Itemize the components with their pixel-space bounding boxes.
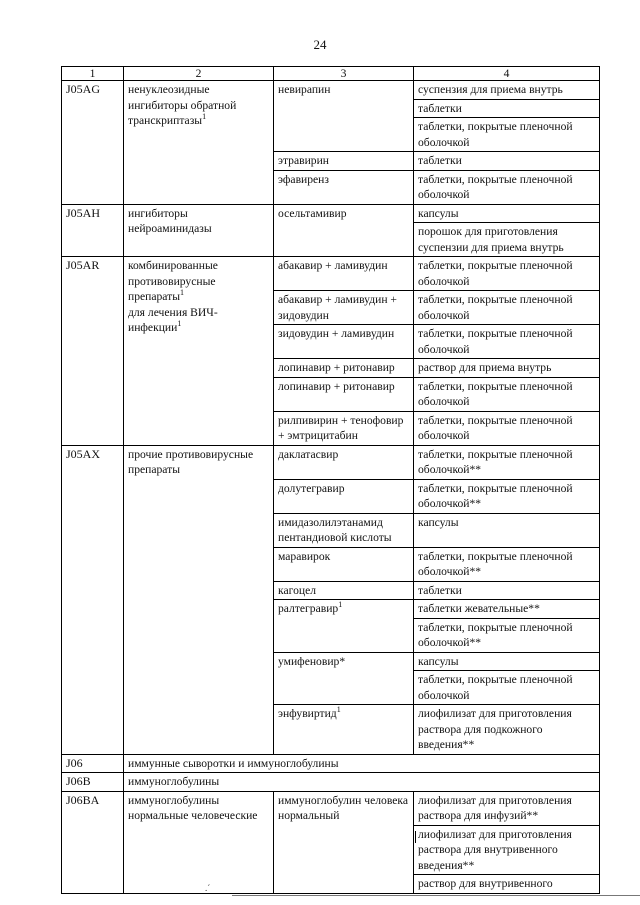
drug-name: долутегравир: [274, 479, 414, 513]
drug-name: абакавир + ламивудин + зидовудин: [274, 291, 414, 325]
dosage-form: раствор для внутривенного: [414, 875, 600, 894]
atc-code: J05AG: [62, 81, 124, 205]
drug-name-text: энфувиртид: [278, 707, 337, 720]
drug-name: лопинавир + ритонавир: [274, 377, 414, 411]
drug-name: этравирин: [274, 152, 414, 171]
dosage-form: таблетки, покрытые пленочной оболочкой: [414, 377, 600, 411]
drug-name: кагоцел: [274, 581, 414, 600]
dosage-form: таблетки жевательные**: [414, 600, 600, 619]
footnote-mark: 1: [202, 112, 207, 122]
dosage-form: таблетки: [414, 99, 600, 118]
dosage-form: лиофилизат для приготовления раствора для инфузий**: [414, 791, 600, 825]
drug-name: лопинавир + ритонавир: [274, 359, 414, 378]
col-header: 3: [274, 67, 414, 81]
dosage-form: таблетки, покрытые пленочной оболочкой**: [414, 479, 600, 513]
table-edge-stub: [415, 831, 416, 843]
dosage-form: порошок для приготовления суспензии для приема внутрь: [414, 223, 600, 257]
dosage-form: капсулы: [414, 204, 600, 223]
dosage-form: суспензия для приема внутрь: [414, 81, 600, 100]
table-row: [62, 791, 600, 825]
footnote-mark: 1: [177, 319, 182, 329]
footnote-mark: 1: [338, 600, 343, 610]
drug-name: абакавир + ламивудин: [274, 257, 414, 291]
table-row: [62, 257, 600, 291]
drug-name: зидовудин + ламивудин: [274, 325, 414, 359]
atc-code: J05AX: [62, 445, 124, 754]
atc-code: J06B: [62, 773, 124, 792]
dosage-form: таблетки, покрытые пленочной оболочкой: [414, 291, 600, 325]
dosage-form: капсулы: [414, 652, 600, 671]
table-row: [62, 204, 600, 223]
pharm-group: прочие противовирусные препараты: [124, 445, 274, 754]
drug-name: маравирок: [274, 547, 414, 581]
drug-name: имидазолилэтанамид пентандиовой кислоты: [274, 513, 414, 547]
col-header: 1: [62, 67, 124, 81]
drug-name: даклатасвир: [274, 445, 414, 479]
col-header: 2: [124, 67, 274, 81]
footnote-mark: 1: [336, 705, 341, 715]
pharm-group: ингибиторы нейроаминидазы: [124, 204, 274, 257]
dosage-form: таблетки, покрытые пленочной оболочкой**: [414, 618, 600, 652]
drug-name: невирапин: [274, 81, 414, 152]
group-extra-text: для лечения ВИЧ-инфекции: [128, 305, 218, 334]
atc-code: J06: [62, 754, 124, 773]
pharm-group: [124, 257, 274, 446]
dosage-form: раствор для приема внутрь: [414, 359, 600, 378]
drug-name: умифеновир*: [274, 652, 414, 705]
drug-name: эфавиренз: [274, 170, 414, 204]
dosage-form: таблетки, покрытые пленочной оболочкой: [414, 671, 600, 705]
table-header-row: [62, 67, 600, 81]
drug-name: [274, 705, 414, 755]
scan-edge-line: [232, 895, 640, 896]
dosage-form: таблетки: [414, 152, 600, 171]
dosage-form: лиофилизат для приготовления раствора для подкожного введения**: [414, 705, 600, 755]
group-text: комбинированные противовирусные препараты: [128, 259, 218, 303]
section-row: [62, 754, 600, 773]
drug-name: иммуноглобулин человека нормальный: [274, 791, 414, 893]
atc-code: J06BA: [62, 791, 124, 893]
dosage-form: капсулы: [414, 513, 600, 547]
table-row: [62, 445, 600, 479]
pharm-group: иммуноглобулины нормальные человеческие: [124, 791, 274, 893]
dosage-form: таблетки, покрытые пленочной оболочкой**: [414, 547, 600, 581]
dosage-form: таблетки, покрытые пленочной оболочкой: [414, 118, 600, 152]
dosage-form: таблетки: [414, 581, 600, 600]
drug-name-text: ралтегравир: [278, 602, 339, 615]
dosage-form: таблетки, покрытые пленочной оболочкой: [414, 325, 600, 359]
drug-table: [61, 66, 600, 894]
section-row: [62, 773, 600, 792]
dosage-form: таблетки, покрытые пленочной оболочкой: [414, 411, 600, 445]
dosage-form: таблетки, покрытые пленочной оболочкой: [414, 257, 600, 291]
pharm-group: [124, 81, 274, 205]
drug-name: [274, 600, 414, 653]
scan-mark: .´: [205, 883, 211, 893]
atc-code: J05AH: [62, 204, 124, 257]
group-text: ненуклеозидные ингибиторы обратной транскриптазы: [128, 83, 237, 127]
col-header: 4: [414, 67, 600, 81]
drug-name: осельтамивир: [274, 204, 414, 257]
drug-name: рилпивирин + тенофовир + эмтрицитабин: [274, 411, 414, 445]
dosage-form: таблетки, покрытые пленочной оболочкой: [414, 170, 600, 204]
section-title: иммуноглобулины: [124, 773, 600, 792]
footnote-mark: 1: [180, 288, 184, 298]
section-title: иммунные сыворотки и иммуноглобулины: [124, 754, 600, 773]
table-row: [62, 81, 600, 100]
page-number: 24: [313, 37, 327, 52]
dosage-form: таблетки, покрытые пленочной оболочкой**: [414, 445, 600, 479]
dosage-form: лиофилизат для приготовления раствора для внутривенного введения**: [414, 825, 600, 875]
atc-code: J05AR: [62, 257, 124, 446]
